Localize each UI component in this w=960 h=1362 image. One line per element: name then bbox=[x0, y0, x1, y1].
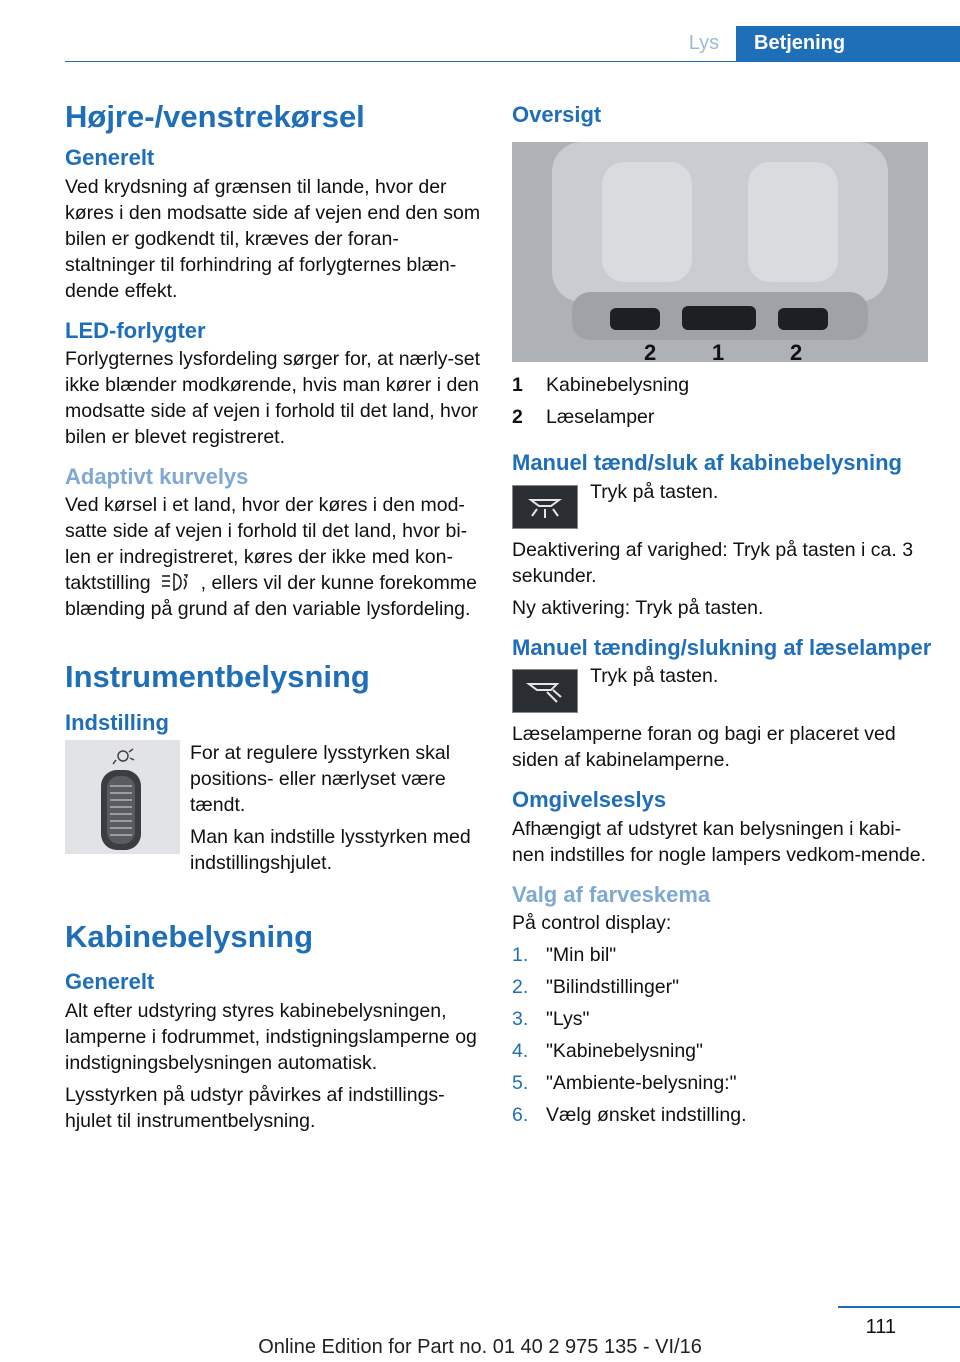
list-item bbox=[512, 1038, 932, 1064]
step-number: 3. bbox=[512, 1007, 529, 1030]
list-item bbox=[512, 1070, 932, 1096]
list-item bbox=[512, 974, 932, 1000]
manuel-laeselamper-instruction: Tryk på tasten. bbox=[590, 665, 719, 688]
subheading-led-forlygter: LED-forlygter bbox=[65, 317, 206, 343]
paragraph-control-display: På control display: bbox=[512, 911, 672, 934]
paragraph-deaktivering: Deaktivering af varighed: Tryk på tasten i ca. 3 sekunder. bbox=[512, 538, 914, 587]
reading-light-button-icon bbox=[512, 669, 578, 713]
cabin-light-button-icon bbox=[512, 485, 578, 529]
legend-text-1: Kabinebelysning bbox=[546, 374, 690, 397]
steps-list bbox=[512, 942, 932, 1128]
manuel-kabine-instruction: Tryk på tasten. bbox=[590, 480, 719, 503]
step-text: "Min bil" bbox=[546, 943, 617, 966]
page-number: 111 bbox=[865, 1316, 896, 1338]
subheading-omgivelseslys: Omgivelseslys bbox=[512, 787, 667, 813]
paragraph-generelt-2a: Alt efter udstyring styres kabinebelysningen, lamperne i fodrummet, indstigningslamperne og indstigningsbelysningen automatisk. bbox=[65, 999, 477, 1074]
list-item bbox=[512, 942, 932, 968]
step-text: "Lys" bbox=[546, 1007, 590, 1030]
right-column bbox=[512, 98, 932, 1134]
photo-label-right: 2 bbox=[790, 340, 803, 363]
legend-text-2: Læselamper bbox=[546, 406, 655, 429]
photo-legend bbox=[512, 372, 932, 430]
list-item bbox=[512, 1102, 932, 1128]
step-text: "Kabinebelysning" bbox=[546, 1039, 703, 1062]
indstilling-text-block bbox=[190, 740, 485, 882]
dimmer-wheel-image bbox=[65, 740, 180, 854]
section-title-kabinebelysning: Kabinebelysning bbox=[65, 918, 314, 954]
paragraph-generelt: Ved krydsning af grænsen til lande, hvor der køres i den modsatte side af vejen end den som bilen er godkendt til, kræves der foran-staltninger til forhindring af forlygternes blæn-dende effekt. bbox=[65, 175, 481, 302]
section-title-hoejre-venstre: Højre-/venstrekørsel bbox=[65, 99, 365, 134]
paragraph-indstilling-1: For at regulere lysstyrken skal positions- eller nærlyset være tændt. bbox=[190, 741, 451, 816]
left-column bbox=[65, 98, 485, 1140]
step-text: "Bilindstillinger" bbox=[546, 975, 680, 998]
paragraph-indstilling-2: Man kan indstille lysstyrken med indstillingshjulet. bbox=[190, 825, 471, 874]
paragraph-ny-aktivering: Ny aktivering: Tryk på tasten. bbox=[512, 596, 764, 619]
subheading-manuel-kabine: Manuel tænd/sluk af kabinebelysning bbox=[512, 450, 902, 476]
subheading-adaptivt-kurvelys: Adaptivt kurvelys bbox=[65, 463, 249, 489]
subheading-indstilling: Indstilling bbox=[65, 709, 169, 735]
manuel-laeselamper-row bbox=[512, 665, 932, 713]
header-tab-betjening: Betjening bbox=[736, 26, 960, 61]
adaptivt-text-after: , ellers vil der kunne forekomme blænding på grund af den variable lysfordeling. bbox=[65, 572, 477, 621]
subheading-valg-farveskema: Valg af farveskema bbox=[512, 881, 711, 907]
list-item bbox=[512, 1006, 932, 1032]
light-switch-icon bbox=[159, 571, 193, 593]
manuel-kabine-row bbox=[512, 480, 932, 529]
step-text: "Ambiente-belysning:" bbox=[546, 1071, 737, 1094]
paragraph-omgivelseslys: Afhængigt af udstyret kan belysningen i kabi-nen indstilles for nogle lampers vedkom-mende. bbox=[512, 817, 927, 866]
photo-label-left: 2 bbox=[644, 340, 657, 363]
header-tab-lys: Lys bbox=[688, 32, 720, 54]
adaptivt-text-before: Ved kørsel i et land, hvor der køres i den mod-satte side af vejen i forhold til det land, hvor bi-len er indregistreret, køres der ikke med kon-taktstilling bbox=[65, 494, 468, 595]
header-rule bbox=[65, 61, 960, 62]
indstilling-figure-row bbox=[65, 740, 485, 882]
step-number: 2. bbox=[512, 975, 529, 998]
page-header bbox=[0, 0, 960, 62]
subheading-generelt: Generelt bbox=[65, 145, 155, 171]
section-title-instrumentbelysning: Instrumentbelysning bbox=[65, 659, 370, 695]
paragraph-generelt-2b: Lysstyrken på udstyr påvirkes af indstillings-hjulet til instrumentbelysning. bbox=[65, 1083, 445, 1132]
legend-num-1: 1 bbox=[512, 374, 523, 397]
legend-num-2: 2 bbox=[512, 406, 523, 429]
photo-label-center: 1 bbox=[712, 340, 725, 363]
paragraph-laeselamper: Læselamperne foran og bagi er placeret ved siden af kabinelamperne. bbox=[512, 723, 896, 772]
step-number: 6. bbox=[512, 1103, 529, 1126]
step-number: 4. bbox=[512, 1039, 529, 1062]
step-number: 5. bbox=[512, 1071, 529, 1094]
edition-footer: Online Edition for Part no. 01 40 2 975 135 - VI/16 bbox=[258, 1336, 702, 1358]
subheading-manuel-laeselamper: Manuel tænding/slukning af læselamper bbox=[512, 634, 932, 660]
paragraph-adaptivt bbox=[65, 492, 485, 622]
step-number: 1. bbox=[512, 943, 529, 966]
footer-rule bbox=[838, 1306, 960, 1308]
paragraph-led: Forlygternes lysfordeling sørger for, at nærly-set ikke blænder modkørende, hvis man kører i den modsatte side af vejen i forhold til det land, hvor bilen er blevet registreret. bbox=[65, 347, 481, 448]
subheading-oversigt: Oversigt bbox=[512, 102, 602, 127]
roof-console-photo bbox=[512, 142, 928, 362]
subheading-generelt-2: Generelt bbox=[65, 969, 155, 995]
step-text: Vælg ønsket indstilling. bbox=[546, 1103, 747, 1126]
